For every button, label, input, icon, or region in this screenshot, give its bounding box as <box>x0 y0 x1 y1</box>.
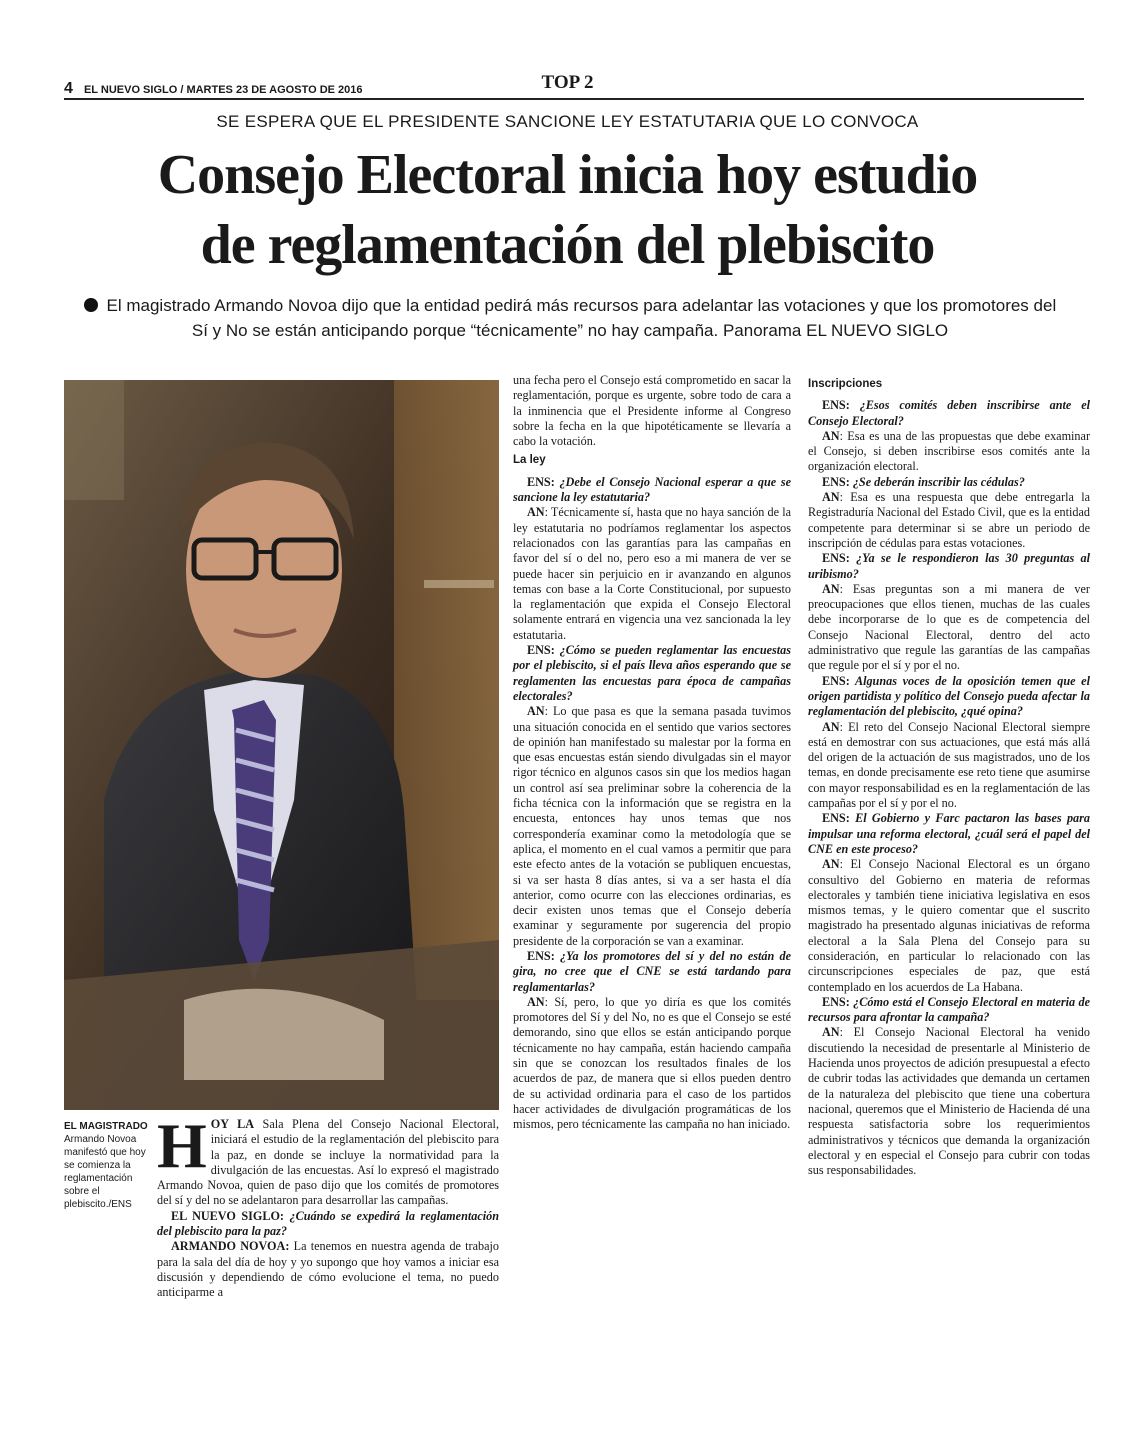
portrait-illustration <box>64 380 499 1110</box>
subheading-inscripciones: Inscripciones <box>808 378 883 390</box>
answer-1: ARMANDO NOVOA: La tenemos en nuestra agenda de trabajo para la sala del día de hoy y yo supongo que hoy vamos a iniciar esa discusión y dependiendo de cómo evolucione el tema, no puedo anticiparme a <box>157 1239 500 1300</box>
answer-2: AN: Técnicamente sí, hasta que no haya sanción de la ley estatutaria no podríamos reglamentar los aspectos relacionados con las garantías para las campañas en favor del sí o del no, pero eso a mi manera de ver se puede hacer sin perjuicio en ir avanzando en algunos temas con base a la Corte Constitucional, por supuesto la reglamentación que expida el Consejo Electoral solamente entrará en vigencia una vez sancionada la ley estatutaria. <box>513 505 791 642</box>
question-6: ENS: ¿Se deberán inscribir las cédulas? <box>822 474 1025 489</box>
article-column-3 <box>808 373 1090 1178</box>
answer-6: AN: Esa es una respuesta que debe entregarla la Registraduría Nacional del Estado Civil, que es la entidad competente para determinar si se abre un periodo de inscripción de cédulas para estas votaciones. <box>808 490 1090 550</box>
answer-10: AN: El Consejo Nacional Electoral ha venido discutiendo la necesidad de presentarle al Ministerio de Hacienda unos proyectos de adición presupuestal a efecto de cubrir todas las actividades que demanda un certamen de la naturaleza del plebiscito que tiene una cobertura nacional, queremos que el Ministerio de Hacienda dé una respuesta satisfactoria sobre los requerimientos administrativos y técnicos que demanda la organización electoral y en especial el Consejo para cubrir con todas sus responsabilidades. <box>808 1025 1090 1178</box>
answer-9: AN: El Consejo Nacional Electoral es un órgano consultivo del Gobierno en materia de reformas electorales y también tiene iniciativa legislativa en esos mismos temas, y le quiero comentar que el suscrito magistrado ha presentado algunas iniciativas de reforma electoral a la Sala Plena del Consejo para su consideración, en particular lo relacionado con las circunscripciones especiales de paz, que está contemplado en los acuerdos de La Habana. <box>808 857 1090 994</box>
article-intro <box>157 1110 500 1301</box>
magistrate-photo <box>64 380 499 1110</box>
question-4: ENS: ¿Ya los promotores del sí y del no están de gira, no cree que el CNE se está tardando para reglamentarlas? <box>513 948 791 994</box>
question-9: ENS: El Gobierno y Farc pactaron las bases para impulsar una reforma electoral, ¿cuál será el papel del CNE en este proceso? <box>808 811 1090 856</box>
page-number: 4 <box>64 80 73 97</box>
intro-lead: OY LA <box>210 1117 255 1131</box>
answer-3: AN: Lo que pasa es que la semana pasada tuvimos una situación conocida en el sentido que varios sectores de opinión han manifestado su malestar por la forma en que esas encuestas están siendo divulgadas sin el mayor rigor técnico en algunos casos sin que los medios hagan un control así sea preliminar sobre la coherencia de la ficha técnica con la información que se registra en la encuesta, entonces hay unos temas que nos correspondería examinar como la metodología que se aplica, el momento en el cual vamos a permitir que para este efecto antes de la votación se publiquen encuestas, si va ser hasta 8 días antes, si va a ser hasta el día anterior, como ocurre con las elecciones ordinarias, es decir existen unos temas que el Consejo debería examinar y seguramente por sugerencia del propio presidente de la corporación se van a examinar. <box>513 704 791 948</box>
answer-7: AN: Esas preguntas son a mi manera de ver preocupaciones que ellos tienen, muchas de las cuales debe incorporarse de lo que es de competencia del Consejo Nacional Electoral, dentro del acto administrativo que regule las garantías de las campañas que regule por el sí y por el no. <box>808 581 1090 673</box>
kicker: SE ESPERA QUE EL PRESIDENTE SANCIONE LEY ESTATUTARIA QUE LO CONVOCA <box>216 112 919 131</box>
answer-4: AN: Sí, pero, lo que yo diría es que los comités promotores del Sí y del No, no es que el Consejo se esté demorando, sino que ellos se están anticipando porque técnicamente no hay campaña, están haciendo campaña sin que se conozcan los resultados finales de los acuerdos de paz, de manera que si ellos pueden dentro de su actividad ordinaria para el caso de los partidos hacer actividades de divulgación programáticas de los mismos, pero técnicamente las campaña no han iniciado. <box>513 994 791 1132</box>
subhead-text: El magistrado Armando Novoa dijo que la entidad pedirá más recursos para adelantar las votaciones y que los promotores del Sí y No se están anticipando porque “técnicamente” no hay campaña. Panorama EL NUEVO SIGLO <box>106 296 1057 340</box>
subheading-la-ley: La ley <box>513 454 546 467</box>
bullet-icon <box>84 298 98 312</box>
intro-text: Sala Plena del Consejo Nacional Electoral, iniciará el estudio de la reglamentación del plebiscito para la paz, en donde se incluye la normatividad para la divulgación de las encuestas. Así lo expresó el magistrado Armando Novoa, quien de paso dijo que los comités de promotores del sí y del no se adelantaron para desarrollar las campañas. <box>157 1117 499 1208</box>
caption-text: Armando Novoa manifestó que hoy se comienza la reglamentación sobre el plebiscito./ENS <box>64 1134 146 1210</box>
caption-lead: EL MAGISTRADO <box>64 1121 148 1132</box>
column-2-continuation: una fecha pero el Consejo está comprometido en sacar la reglamentación, porque es urgente, sobre todo de cara a la inminencia que el Presidente informe al Congreso sobre la fecha en la que hipotéticamente se llevaría a cabo la votación. <box>513 373 791 449</box>
photo-caption <box>64 1120 149 1211</box>
article-column-2 <box>513 373 791 1133</box>
question-2: ENS: ¿Debe el Consejo Nacional esperar a que se sancione la ley estatutaria? <box>513 474 792 505</box>
subhead <box>80 293 1060 343</box>
headline <box>30 140 1105 280</box>
answer-8: AN: El reto del Consejo Nacional Electoral siempre está en demostrar con sus actuaciones, que está más allá del origen de la actuación de sus magistrados, uno de los temas, en donde precisamente ese reto tiene que asumirse con mayor responsabilidad es en la reglamentación de las campañas por el sí y por el no. <box>808 719 1090 811</box>
headline-line-1: Consejo Electoral inicia hoy estudio <box>157 144 978 206</box>
question-7: ENS: ¿Ya se le respondieron las 30 preguntas al uribismo? <box>808 551 1090 581</box>
answer-5: AN: Esa es una de las propuestas que debe examinar el Consejo, si deben inscribirse esos comités ante la organización electoral. <box>808 428 1090 474</box>
drop-cap: H <box>157 1110 207 1181</box>
header-rule <box>64 98 1084 100</box>
headline-line-2: de reglamentación del plebiscito <box>200 214 935 276</box>
question-3: ENS: ¿Cómo se pueden reglamentar las encuestas por el plebiscito, si el país lleva años esperando que se reglamenten las encuestas para época de campañas electorales? <box>513 643 791 703</box>
paper-dateline: EL NUEVO SIGLO / MARTES 23 DE AGOSTO DE 2016 <box>83 84 363 96</box>
question-5: ENS: ¿Esos comités deben inscribirse ante el Consejo Electoral? <box>808 398 1090 428</box>
question-8: ENS: Algunas voces de la oposición temen que el origen partidista y político del Consejo pueda afectar la reglamentación del plebiscito, ¿qué opina? <box>808 673 1090 719</box>
question-1: EL NUEVO SIGLO: ¿Cuándo se expedirá la reglamentación del plebiscito para la paz? <box>157 1208 500 1239</box>
question-10: ENS: ¿Cómo está el Consejo Electoral en materia de recursos para afrontar la campaña? <box>808 994 1090 1025</box>
section-label: TOP 2 <box>541 72 594 93</box>
